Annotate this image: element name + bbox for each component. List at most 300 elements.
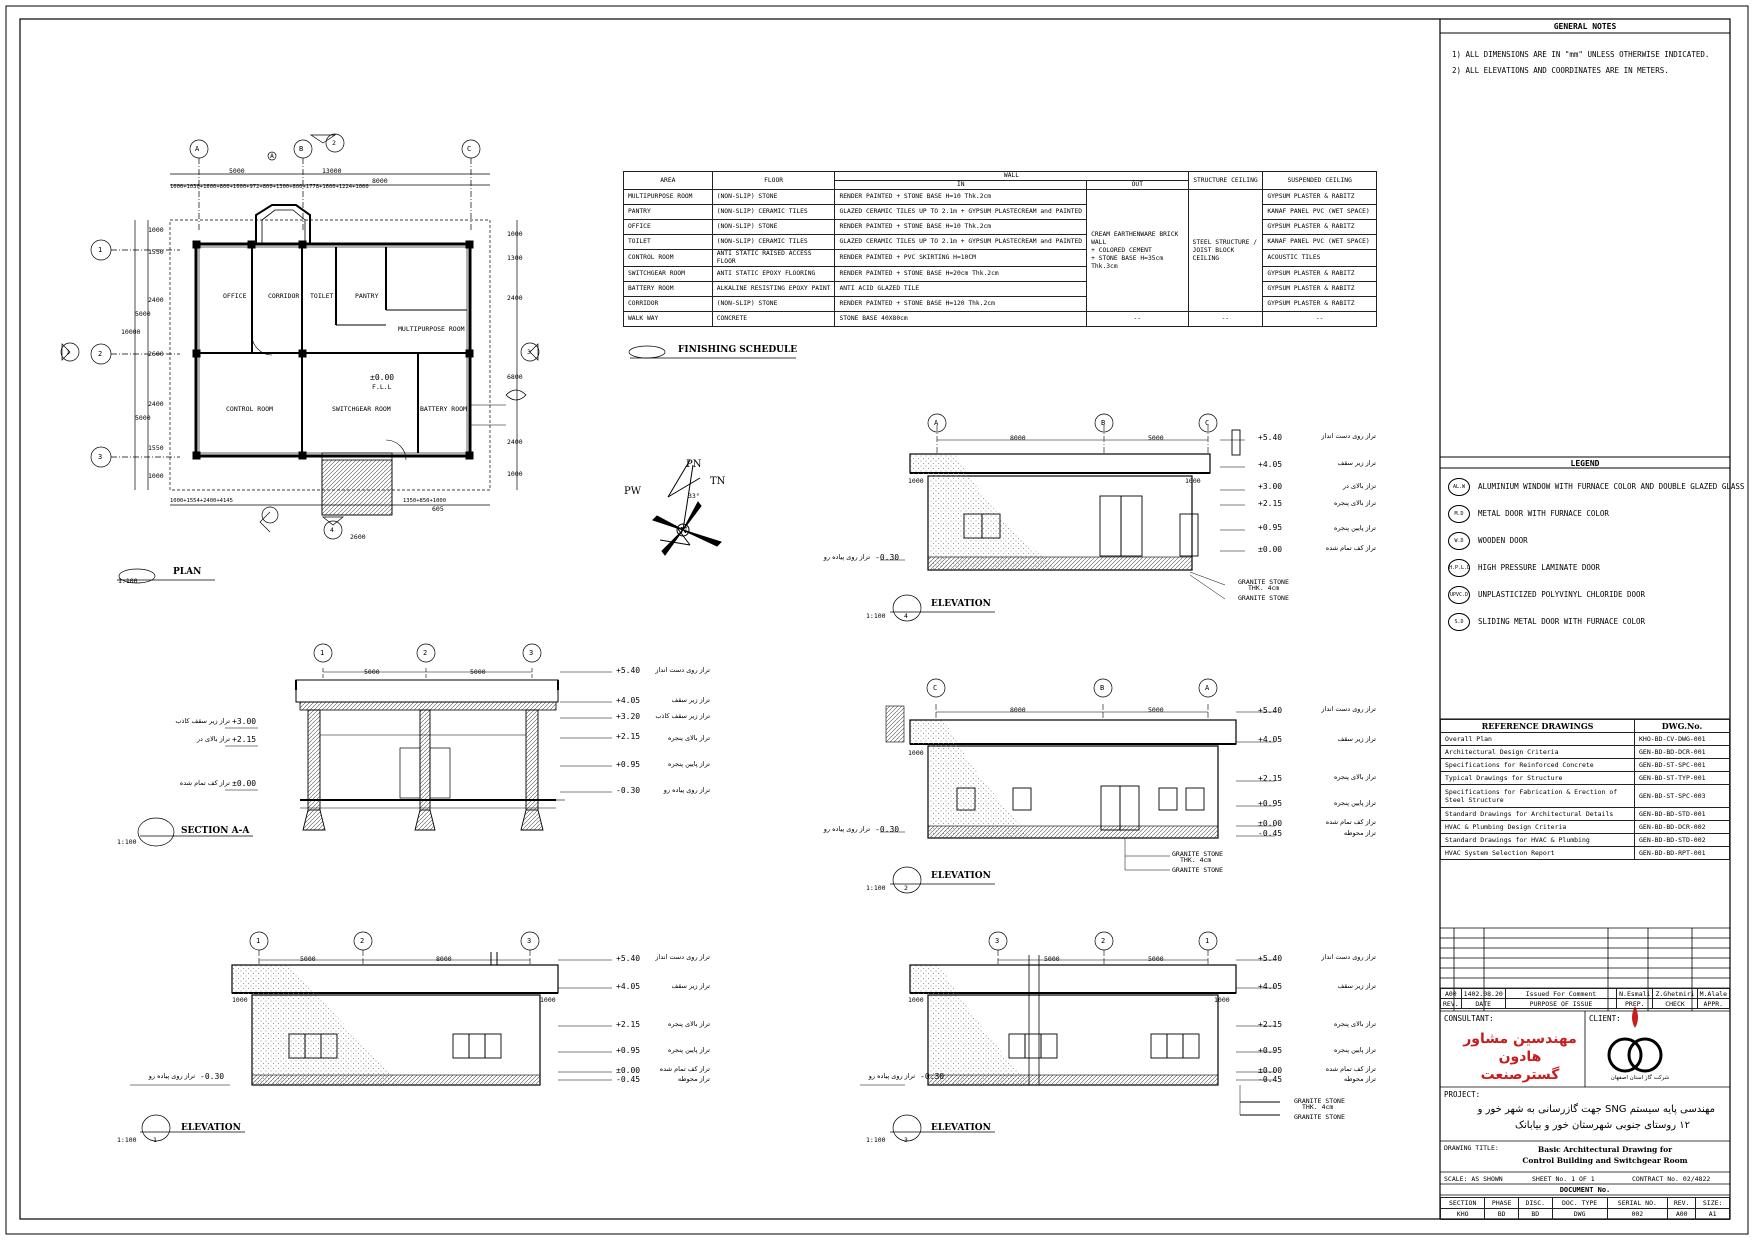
plan-dim-13000: 13000 [322,167,342,175]
elev2-level: +4.05 [1258,735,1283,744]
plan-floor-level: ±0.00 [370,373,395,382]
fin-cell: ANTI STATIC EPOXY FLOORING [712,267,835,282]
elev4-level: +3.00 [1258,482,1283,491]
elev3-dim-5000: 5000 [1044,955,1060,963]
elev1-dim-1000-right: 1000 [540,996,556,1004]
plan-grid-c: C [467,145,472,153]
plan-dims-bottom-chain-2: 1350+850+1000 [403,498,447,504]
plan-dim-left: 10000 [121,328,141,336]
fin-cell: CORRIDOR [624,297,713,312]
rev-header: PURPOSE OF ISSUE [1505,999,1616,1009]
section-level-fa: تراز پایین پنجره [668,760,710,768]
ref-dwg: GEN-BD-ST-SPC-003 [1635,785,1730,808]
fin-h-out: OUT [1087,181,1188,190]
elev2-granite-label-2: GRANITE STONE [1172,866,1223,874]
elev2-dim-8000: 8000 [1010,706,1026,714]
elev1-level: +4.05 [616,982,641,991]
fin-cell: GLAZED CERAMIC TILES UP TO 2.1m + GYPSUM PLASTECREAM and PAINTED [835,235,1087,250]
plan-dim-605: 605 [432,505,444,513]
doc-header: SERIAL NO. [1607,1198,1667,1209]
section-scale: 1:100 [117,838,137,846]
fin-h-struct: STRUCTURE CEILING [1188,172,1263,190]
fin-cell: KANAF PANEL PVC (WET SPACE) [1263,235,1377,250]
room-corridor: CORRIDOR [268,292,300,300]
elev3-granite-label: GRANITE STONE [1294,1097,1345,1105]
fin-cell: RENDER PAINTED + STONE BASE H=10 Thk.2cm [835,220,1087,235]
north-angle: 33° [688,492,700,500]
plan-dim-left: 1000 [148,472,164,480]
elev2-dim-5000: 5000 [1148,706,1164,714]
section-level-left: +2.15 [232,735,257,744]
legend-symbol-icon: UPVC.D [1448,586,1470,604]
section-level-fa: تراز روی دست انداز [655,666,710,674]
plan-fll: F.L.L [372,383,392,391]
ref-name: HVAC System Selection Report [1441,847,1635,860]
reference-drawings-table [1440,719,1730,860]
legend-item-label: METAL DOOR WITH FURNACE COLOR [1478,509,1609,518]
table-row [624,205,1377,220]
elev1-level-fa: تراز بالای پنجره [667,1020,710,1028]
ref-name: Overall Plan [1441,733,1635,746]
rev-header: REV. [1441,999,1462,1009]
table-row [1441,834,1730,847]
doc-value: A1 [1696,1209,1730,1220]
table-row [1441,746,1730,759]
plan-dim-right: 2400 [507,438,523,446]
elev2-title: ELEVATION [931,871,991,881]
plan-grid-3: 3 [98,453,103,461]
doc-header: SECTION [1441,1198,1485,1209]
scale-info: SCALE: AS SHOWN [1444,1175,1503,1183]
plan-section-mark-3: 3 [527,348,531,356]
elev4-level: +4.05 [1258,460,1283,469]
rev-header: APPR. [1697,999,1729,1009]
elev2-level: -0.45 [1258,829,1283,838]
consultant-label: CONSULTANT: [1444,1014,1494,1023]
rev-cell: Z.Ghetmiri [1653,989,1697,999]
plan-dim-left: 1000 [148,226,164,234]
ref-dwg: GEN-BD-BD-DCR-001 [1635,746,1730,759]
plan-dim-right: 6800 [507,373,523,381]
fin-cell: -- [1087,312,1188,327]
client-label: CLIENT: [1589,1014,1621,1023]
elev1-level: +0.95 [616,1046,641,1055]
elev1-level-fa: تراز روی دست انداز [655,953,710,961]
elev3-level: -0.30 [920,1072,945,1081]
plan-dim-left: 1550 [148,444,164,452]
elev2-dim-1000: 1000 [908,749,924,757]
elev1-title: ELEVATION [181,1123,241,1133]
room-multipurpose: MULTIPURPOSE ROOM [398,325,465,333]
legend-item-label: UNPLASTICIZED POLYVINYL CHLORIDE DOOR [1478,590,1646,599]
plan-dims-top-chain: 1000+1030+1600+800+1600+972+800+1300+800+1778+1600+1224+1000 [170,184,369,190]
section-title: SECTION A-A [181,826,250,836]
elev2-level: +2.15 [1258,774,1283,783]
project-label: PROJECT: [1444,1090,1481,1099]
elev1-level: ±0.00 [616,1066,641,1075]
ref-dwg-header: DWG.No. [1635,720,1730,733]
elev4-granite-label: GRANITE STONE [1238,578,1289,586]
project-line-2: ۱۲ روستای جنوبی شهرستان خور و بیابانک [1515,1120,1690,1131]
table-row [624,250,1377,267]
table-row [624,297,1377,312]
fin-cell: BATTERY ROOM [624,282,713,297]
elev1-dim-1000: 1000 [232,996,248,1004]
plan-dim-left: 5000 [135,310,151,318]
fin-cell: PANTRY [624,205,713,220]
ref-name: Specifications for Reinforced Concrete [1441,759,1635,772]
elev3-level-fa: تراز زیر سقف [1337,982,1376,990]
rev-cell: A00 [1441,989,1462,999]
doc-header: REV. [1668,1198,1696,1209]
table-row [1441,1198,1730,1209]
table-row [624,190,1377,205]
fin-h-area: AREA [624,172,713,190]
fin-cell: CONCRETE [712,312,835,327]
elev4-level-fa: تراز زیر سقف [1337,459,1376,467]
fin-h-susp: SUSPENDED CEILING [1263,172,1377,190]
elev1-grid-2: 2 [360,937,365,945]
elev4-grid-c: C [1205,419,1210,427]
elev4-level-fa: تراز کف تمام شده [1325,544,1376,552]
section-grid-1: 1 [320,649,325,657]
elev1-level-fa: تراز پایین پنجره [668,1046,710,1054]
fin-h-in: IN [835,181,1087,190]
fin-struct-cell [1188,190,1263,312]
drawing-title-line-2: Control Building and Switchgear Room [1522,1156,1688,1165]
elev3-level-fa: تراز محوطه [1343,1075,1376,1083]
elev1-grid-3: 3 [527,937,532,945]
section-level-left: +3.00 [232,717,257,726]
elev3-dim-1000: 1000 [908,996,924,1004]
elev2-grid-c: C [933,684,938,692]
elev2-number: 2 [904,884,908,892]
ref-name: Standard Drawings for Architectural Details [1441,808,1635,821]
fin-cell: MULTIPURPOSE ROOM [624,190,713,205]
ref-dwg: GEN-BD-ST-TYP-001 [1635,772,1730,785]
plan-dim-right: 1000 [507,230,523,238]
rev-header: DATE [1461,999,1505,1009]
section-level: +0.95 [616,760,641,769]
plan-section-mark-2: 2 [332,139,336,147]
fin-cell: GYPSUM PLASTER & RABITZ [1263,267,1377,282]
elev2-level-fa: تراز روی پیاده رو [823,825,870,833]
elev2-level-fa: تراز روی دست انداز [1321,705,1376,713]
fin-cell: GYPSUM PLASTER & RABITZ [1263,190,1377,205]
legend-item-label: SLIDING METAL DOOR WITH FURNACE COLOR [1478,617,1646,626]
north-pw: PW [624,486,642,497]
doc-value: 002 [1607,1209,1667,1220]
section-level-left-fa: تراز بالای در [196,735,230,743]
elev4-level: +2.15 [1258,499,1283,508]
ref-name: Typical Drawings for Structure [1441,772,1635,785]
consultant-logo: مهندسین مشاور هادون گسترصنعت [1463,1031,1577,1083]
table-row [624,312,1377,327]
fin-cell: ALKALINE RESISTING EPOXY PAINT [712,282,835,297]
table-row [1441,759,1730,772]
elev3-level: +0.95 [1258,1046,1283,1055]
section-level-fa: تراز روی پیاده رو [663,786,710,794]
plan-grid-b: B [299,145,304,153]
fin-out-line: + STONE BASE H=35cm Thk.3cm [1091,254,1164,270]
section-level: +3.20 [616,712,641,721]
ref-dwg: GEN-BD-BD-DCR-002 [1635,821,1730,834]
section-grid-3: 3 [529,649,534,657]
fin-cell: GYPSUM PLASTER & RABITZ [1263,220,1377,235]
fin-struct-line: STEEL STRUCTURE / [1192,238,1257,246]
ref-name: Architectural Design Criteria [1441,746,1635,759]
ref-dwg: GEN-BD-ST-SPC-001 [1635,759,1730,772]
plan-grid-1: 1 [98,246,103,254]
drawing-title-label: DRAWING TITLE: [1444,1144,1499,1152]
elev3-grid-1: 1 [1205,937,1210,945]
general-note-2: 2) ALL ELEVATIONS AND COORDINATES ARE IN METERS. [1452,66,1669,75]
elev4-dim-8000: 8000 [1010,434,1026,442]
fin-cell: (NON-SLIP) STONE [712,190,835,205]
legend-item-label: ALUMINIUM WINDOW WITH FURNACE COLOR AND DOUBLE GLAZED GLASS [1478,482,1745,491]
ref-name: Standard Drawings for HVAC & Plumbing [1441,834,1635,847]
elev4-level: ±0.00 [1258,545,1283,554]
doc-value: DWG [1552,1209,1607,1220]
elev2-level: ±0.00 [1258,819,1283,828]
revision-table [1440,988,1730,1009]
elev2-scale: 1:100 [866,884,886,892]
north-pn: PN [686,459,702,470]
room-toilet: TOILET [310,292,334,300]
fin-cell: (NON-SLIP) CERAMIC TILES [712,235,835,250]
doc-header: DISC. [1518,1198,1552,1209]
elev3-thk-label: THK. 4cm [1302,1103,1334,1111]
legend-symbol-icon: M.D [1448,505,1470,523]
elev3-level: ±0.00 [1258,1066,1283,1075]
section-level: -0.30 [616,786,641,795]
finishing-title: FINISHING SCHEDULE [678,345,798,355]
table-row [1441,785,1730,808]
table-row [1441,847,1730,860]
fin-cell: (NON-SLIP) STONE [712,220,835,235]
rev-header: PREP. [1617,999,1653,1009]
elev4-dim-5000: 5000 [1148,434,1164,442]
plan-dim-right: 1300 [507,254,523,262]
room-office: OFFICE [223,292,247,300]
elev1-level: -0.45 [616,1075,641,1084]
elev4-grid-b: B [1101,419,1106,427]
plan-grid-2: 2 [98,350,103,358]
table-row [1441,733,1730,746]
fin-struct-line: JOIST BLOCK CEILING [1192,246,1235,262]
plan-dim-left: 2400 [148,296,164,304]
elev3-level-fa: تراز پایین پنجره [1334,1046,1376,1054]
elev3-scale: 1:100 [866,1136,886,1144]
plan-dim-left: 1550 [148,248,164,256]
fin-cell: RENDER PAINTED + STONE BASE H=10 Thk.2cm [835,190,1087,205]
elev3-grid-3: 3 [995,937,1000,945]
fin-cell: ANTI STATIC RAISED ACCESS FLOOR [712,250,835,267]
legend-title: LEGEND [1570,459,1600,468]
plan-scale: 1:100 [118,577,138,585]
table-row [624,220,1377,235]
elev1-level: +5.40 [616,954,641,963]
fin-cell: RENDER PAINTED + STONE BASE H=120 Thk.2cm [835,297,1087,312]
elev2-level-fa: تراز محوطه [1343,829,1376,837]
elev4-dim-1000: 1000 [908,477,924,485]
plan-dim-left: 5000 [135,414,151,422]
legend-item-label: HIGH PRESSURE LAMINATE DOOR [1478,563,1600,572]
north-tn: TN [710,476,726,487]
section-level-left: ±0.00 [232,779,257,788]
plan-dim-right: 1000 [507,470,523,478]
elev2-granite-label: GRANITE STONE [1172,850,1223,858]
client-logo-text: شرکت گاز استان اصفهان [1610,1075,1670,1081]
elev4-level: -0.30 [875,553,900,562]
elev3-level: +2.15 [1258,1020,1283,1029]
elev3-dim-1000-right: 1000 [1214,996,1230,1004]
plan-section-mark-4: 4 [330,526,334,534]
fin-out-line: CREAM EARTHENWARE BRICK WALL [1091,230,1179,246]
plan-section-mark-1: 1 [66,348,70,356]
fin-cell: GLAZED CERAMIC TILES UP TO 2.1m + GYPSUM PLASTECREAM and PAINTED [835,205,1087,220]
elev1-dim-5000: 5000 [300,955,316,963]
plan-small-a: A [270,152,274,160]
elev4-level-fa: تراز روی پیاده رو [823,553,870,561]
fin-cell: TOILET [624,235,713,250]
ref-dwg: GEN-BD-BD-RPT-001 [1635,847,1730,860]
ref-name: HVAC & Plumbing Design Criteria [1441,821,1635,834]
fin-cell: KANAF PANEL PVC (WET SPACE) [1263,205,1377,220]
fin-cell: WALK WAY [624,312,713,327]
table-row [624,282,1377,297]
fin-h-floor: FLOOR [712,172,835,190]
ref-title: REFERENCE DRAWINGS [1441,720,1635,733]
legend-symbol-icon: H.P.L.D [1448,559,1470,577]
rev-cell: M.Alale [1697,989,1729,999]
fin-out-line: + COLORED CEMENT [1091,246,1152,254]
elev2-level: -0.30 [875,825,900,834]
section-grid-2: 2 [423,649,428,657]
plan-dim-8000: 8000 [372,177,388,185]
elev1-level: +2.15 [616,1020,641,1029]
elev2-thk-label: THK. 4cm [1180,856,1212,864]
elev4-level: +5.40 [1258,433,1283,442]
elev1-level-fa: تراز زیر سقف [671,982,710,990]
elev2-level: +0.95 [1258,799,1283,808]
section-level: +2.15 [616,732,641,741]
elev1-level-fa: تراز روی پیاده رو [148,1072,195,1080]
rev-cell: N.Esmali [1617,989,1653,999]
doc-header: DOC. TYPE [1552,1198,1607,1209]
elev3-title: ELEVATION [931,1123,991,1133]
elev3-level: -0.45 [1258,1075,1283,1084]
rev-cell: 1402.08.20 [1461,989,1505,999]
elev4-scale: 1:100 [866,612,886,620]
elev4-level: +0.95 [1258,523,1283,532]
doc-header: SIZE: [1696,1198,1730,1209]
elev4-grid-a: A [934,419,939,427]
elev3-granite-label-2: GRANITE STONE [1294,1113,1345,1121]
elev4-granite-label-2: GRANITE STONE [1238,594,1289,602]
general-note-1: 1) ALL DIMENSIONS ARE IN "mm" UNLESS OTHERWISE INDICATED. [1452,50,1710,59]
elev4-level-fa: تراز بالای پنجره [1333,499,1376,507]
ref-name: Specifications for Fabrication & Erection of Steel Structure [1441,785,1635,808]
elev2-level-fa: تراز بالای پنجره [1333,773,1376,781]
fin-cell: RENDER PAINTED + STONE BASE H=20cm Thk.2cm [835,267,1087,282]
elev1-scale: 1:100 [117,1136,137,1144]
elev1-number: 1 [153,1136,157,1144]
rev-header: CHECK [1653,999,1697,1009]
elev2-grid-b: B [1100,684,1105,692]
legend-symbol-icon: AL.W [1448,478,1470,496]
room-pantry: PANTRY [355,292,379,300]
legend-item-label: WOODEN DOOR [1478,536,1528,545]
fin-h-wall: WALL [835,172,1188,181]
fin-out-cell [1087,190,1188,312]
plan-dim-2600: 2600 [350,533,366,541]
elev2-level: +5.40 [1258,706,1283,715]
fin-cell: RENDER PAINTED + PVC SKIRTING H=10CM [835,250,1087,267]
elev4-dim-1000-right: 1000 [1185,477,1201,485]
doc-value: BD [1485,1209,1519,1220]
elev4-number: 4 [904,612,908,620]
elev4-thk-label: THK. 4cm [1248,584,1280,592]
doc-value: KHO [1441,1209,1485,1220]
fin-cell: OFFICE [624,220,713,235]
fin-cell: GYPSUM PLASTER & RABITZ [1263,297,1377,312]
section-level: +5.40 [616,666,641,675]
table-row [1441,821,1730,834]
elev4-title: ELEVATION [931,599,991,609]
elev2-level-fa: تراز پایین پنجره [1334,799,1376,807]
north-n: N [680,525,688,535]
elev2-level-fa: تراز کف تمام شده [1325,818,1376,826]
document-number-table [1440,1197,1730,1220]
fin-cell: STONE BASE 40X80cm [835,312,1087,327]
elev2-grid-a: A [1205,684,1210,692]
elev3-level: +5.40 [1258,954,1283,963]
doc-value: BD [1518,1209,1552,1220]
ref-dwg: GEN-BD-BD-STD-002 [1635,834,1730,847]
section-level: +4.05 [616,696,641,705]
elev1-level: -0.30 [200,1072,225,1081]
elev1-dim-8000: 8000 [436,955,452,963]
table-row [1441,808,1730,821]
table-row [1441,989,1730,999]
section-level-fa: تراز زیر سقف [671,696,710,704]
elev4-level-fa: تراز بالای در [1342,482,1376,490]
doc-value: A00 [1668,1209,1696,1220]
section-level-fa: تراز بالای پنجره [667,734,710,742]
legend-symbol-icon: W.D [1448,532,1470,550]
fin-cell: (NON-SLIP) STONE [712,297,835,312]
elev2-level-fa: تراز زیر سقف [1337,735,1376,743]
elev4-level-fa: تراز پایین پنجره [1334,524,1376,532]
elev1-grid-1: 1 [256,937,261,945]
table-row [1441,1209,1730,1220]
fin-cell: (NON-SLIP) CERAMIC TILES [712,205,835,220]
table-row [1441,772,1730,785]
elev1-level-fa: تراز کف تمام شده [659,1065,710,1073]
elev3-level-fa: تراز بالای پنجره [1333,1020,1376,1028]
plan-title: PLAN [173,567,202,577]
sheet-info: SHEET No. 1 OF 1 [1532,1175,1595,1183]
doc-header: PHASE [1485,1198,1519,1209]
plan-dim-5000: 5000 [229,167,245,175]
document-no-title: DOCUMENT No. [1559,1186,1611,1194]
ref-dwg: KHO-BD-CV-DWG-001 [1635,733,1730,746]
elev3-level-fa: تراز روی پیاده رو [868,1072,915,1080]
section-dim-5000: 5000 [364,668,380,676]
fin-cell: SWITCHGEAR ROOM [624,267,713,282]
table-row [1441,999,1730,1009]
